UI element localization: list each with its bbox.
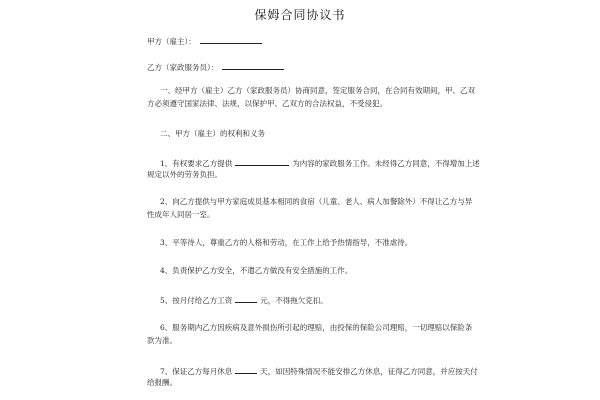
party-b-label: 乙方（家政服务员）： <box>147 63 219 72</box>
party-b-blank <box>222 61 284 70</box>
clause-1-line-1 <box>160 157 480 169</box>
clause-5 <box>160 294 328 306</box>
section-one-line-1: 一、经甲方（雇主）乙方（家政服务员）协商同意，签定服务合同，在合同有效期间，甲、乙双 <box>160 86 475 95</box>
clause-7-suffix: 天，如因特殊情况不能安排乙方休息，征得乙方同意，并应按天付 <box>260 367 478 376</box>
clause-7-line-1 <box>160 365 478 377</box>
party-a-blank <box>200 35 262 44</box>
clause-5-blank <box>235 294 257 303</box>
document-title: 保姆合同协议书 <box>254 8 346 22</box>
party-a-label: 甲方（雇主）： <box>147 37 196 46</box>
clause-6-line-1: 6、服务期内乙方因疾病及意外损伤所引起的理赔，由投保的保险公司理赔，一切理赔以保险条 <box>160 323 473 332</box>
party-b-row <box>147 61 284 73</box>
clause-3: 3、平等待人，尊重乙方的人格和劳动，在工作上给予热情指导，不准虐待。 <box>160 238 413 247</box>
party-a-row <box>147 35 262 47</box>
clause-7-prefix: 7、保证乙方每月休息 <box>160 367 233 376</box>
section-two-heading: 二、甲方（雇主）的权利和义务 <box>160 129 265 138</box>
clause-6-line-2: 款为准。 <box>147 336 177 345</box>
clause-2-line-2: 性成年人同居一室。 <box>147 210 215 219</box>
clause-1-suffix: 为内容的家政服务工作。未经得乙方同意，不得增加上述 <box>292 159 480 168</box>
section-one-line-2: 方必须遵守国家法律、法规，以保护甲、乙双方的合法权益，不受侵犯。 <box>147 99 387 108</box>
clause-2-line-1: 2、向乙方提供与甲方家庭成员基本相同的食宿（儿童、老人、病人加餐除外）不得让乙方与异 <box>160 197 473 206</box>
clause-5-suffix: 元，不得拖欠克扣。 <box>260 296 328 305</box>
clause-7-line-2: 给报酬。 <box>147 378 177 387</box>
clause-1-prefix: 1、有权要求乙方提供 <box>160 159 233 168</box>
clause-4: 4、负责保护乙方安全，不遣乙方做没有安全措施的工作。 <box>160 266 353 275</box>
clause-1-line-2: 规定以外的劳务负担。 <box>147 170 222 179</box>
clause-1-blank <box>235 157 289 166</box>
clause-7-blank <box>235 365 257 374</box>
clause-5-prefix: 5、按月付给乙方工资 <box>160 296 233 305</box>
